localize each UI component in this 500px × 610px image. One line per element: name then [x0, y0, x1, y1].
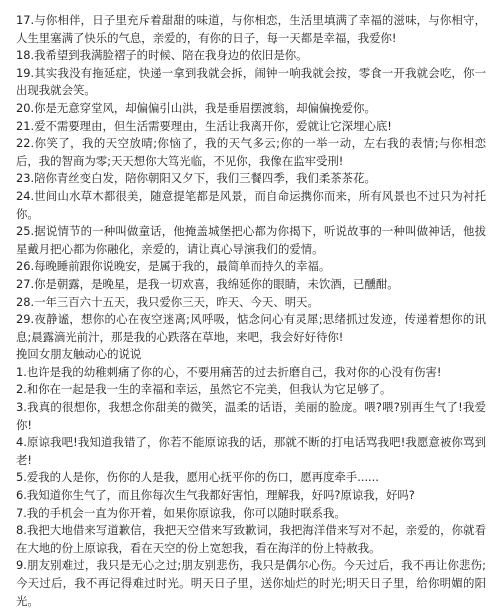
document-body — [16, 12, 486, 610]
list-item: 9.朋友别难过，我只是无心之过;朋友别悲伤，我只是偶尔心伤。今天过后，我不再让你悲伤;今天过后，我不再记得难过时光。明天日子里，送你灿烂的时光;明天日子里，给你明媚的阳光。 — [16, 558, 486, 608]
list-item: 24.世间山水草木都很美，随意提笔都是风景，而自命运携你而来，所有风景也不过只为衬托你。 — [16, 188, 486, 221]
list-item: 5.爱我的人是你，伤你的人是我，愿用心抚平你的伤口，愿再度牵手...... — [16, 470, 379, 485]
list-item: 18.我希望到我满脸褶子的时候、陪在我身边的依旧是你。 — [16, 48, 308, 63]
list-item: 29.夜静谧，想你的心在夜空迷离;风呼吸，惦念问心有灵犀;思绪抓过发迹，传递着想你的讯息;晨露滴光前汁，那是我的心跌落在草地，来吧，我会好好待你! — [16, 312, 486, 344]
list-item: 26.每晚睡前跟你说晚安，是属于我的，最简单而持久的幸福。 — [16, 259, 331, 274]
list-item: 27.你是朝露，是晚星，是我一切欢喜，我绵延你的眼睛，未饮酒，已醺酣。 — [16, 276, 399, 291]
list-item: 23.陪你青丝变白发，陪你朝阳又夕下，我们三餐四季，我们柔茶茶花。 — [16, 171, 376, 186]
list-item: 22.你笑了，我的天空放晴;你恼了，我的天气多云;你的一举一动，左右我的表情;与你相恋后，我的智商为零;天天想你大笃光临，不见你，我像在监牢受刑! — [16, 136, 486, 168]
list-item: 8.我把大地借来写道歉信，我把天空借来写致歉词，我把海洋借来写对不起，亲爱的，你就看在大地的份上原谅我，看在天空的份上宽恕我，看在海洋的份上特赦我。 — [16, 523, 486, 555]
list-item: 17.与你相伴，日子里充斥着甜甜的味道，与你相恋，生活里填满了幸福的滋味，与你相守，人生里塞满了快乐的气息，亲爱的，有你的日子，每一天都是幸福，我爱你! — [16, 13, 486, 45]
list-item: 4.原谅我吧!我知道我错了，你若不能原谅我的话，那就不断的打电话骂我吧!我愿意被你骂到老! — [16, 435, 486, 467]
list-item: 1.也许是我的幼稚刺痛了你的心，不要用痛苦的过去折磨自己，我对你的心没有伤害! — [16, 364, 442, 379]
list-item: 7.我的手机会一直为你开着，如果你原谅我，你可以随时联系我。 — [16, 505, 346, 520]
list-item: 6.我知道你生气了，而且你每次生气我都好害怕，理解我，好吗?原谅我，好吗? — [16, 488, 415, 503]
list-item: 28.一年三百六十五天，我只爱你三天，昨天、今天、明天。 — [16, 294, 319, 309]
list-item: 19.其实我没有拖延症，快递一拿到我就会拆，闹钟一响我就会按，零食一开我就会吃，你一出现我就会笑。 — [16, 65, 486, 98]
section-heading: 挽回女朋友触动心的说说 — [16, 347, 142, 362]
list-item: 21.爱不需要理由，但生活需要理由，生活让我离开你，爱就让它深埋心底! — [16, 118, 392, 133]
list-item: 20.你是无意穿堂风，却偏偏引山洪，我是垂眉摆渡翁，却偏偏挽爱你。 — [16, 100, 376, 115]
list-item: 2.和你在一起是我一生的幸福和幸运，虽然它不完美，但我认为它足够了。 — [16, 382, 392, 397]
list-item: 25.据说情节的一种叫做童话，他掩盖城堡把心都为你揭下，听说故事的一种叫做神话，他拔星戴月把心都为你融化，亲爱的，请让真心导演我们的爱情。 — [16, 224, 486, 256]
list-item: 3.我真的很想你，我想念你甜美的微笑，温柔的话语，美丽的脸庞。喂?喂?别再生气了!我爱你! — [16, 400, 486, 432]
